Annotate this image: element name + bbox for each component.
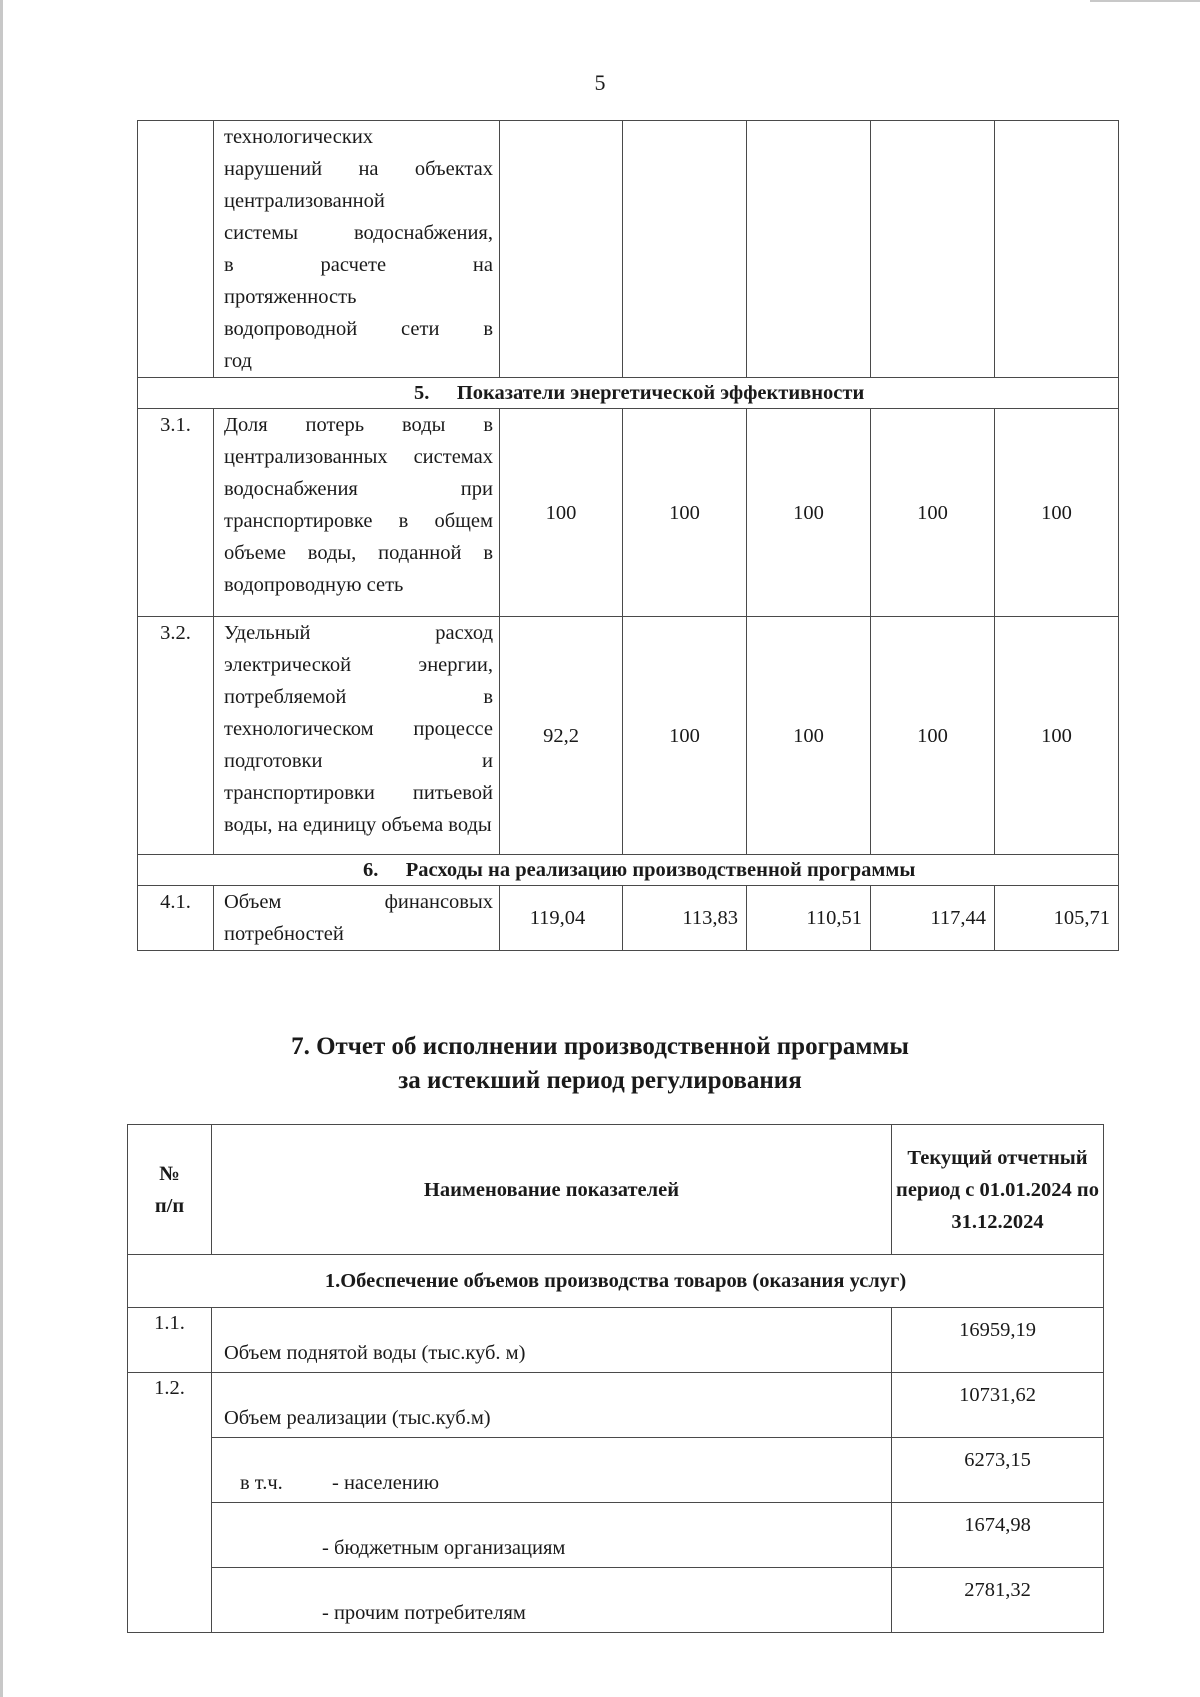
row-number <box>138 121 214 378</box>
scan-top-edge <box>1090 0 1200 2</box>
value-cell: 10731,62 <box>892 1373 1104 1438</box>
section-number: 6. <box>362 859 379 881</box>
value-cell: 110,51 <box>747 886 871 951</box>
row-number: 3.2. <box>138 617 214 855</box>
name-line: водопроводной сети в <box>224 318 493 340</box>
section-number: 5. <box>414 382 430 404</box>
row-number: 1.2. <box>128 1373 212 1633</box>
value-cell: 100 <box>500 409 623 617</box>
value-cell: 100 <box>995 617 1119 855</box>
row-number: 4.1. <box>138 886 214 951</box>
value-cell: 100 <box>871 409 995 617</box>
value-cell: 2781,32 <box>892 1568 1104 1633</box>
section-label: Показатели энергетической эффективности <box>456 382 865 404</box>
value-cell: 100 <box>747 617 871 855</box>
row-name: Объем поднятой воды (тыс.куб. м) <box>212 1308 892 1373</box>
table-row <box>128 1568 1104 1633</box>
table-row <box>128 1503 1104 1568</box>
row-prefix: в т.ч. <box>240 1472 283 1494</box>
value-cell: 117,44 <box>871 886 995 951</box>
name-line: в расчете на <box>224 254 493 276</box>
name-line: технологических <box>224 126 374 148</box>
row-name-text: - населению <box>332 1472 440 1494</box>
header-name: Наименование показателей <box>212 1125 892 1255</box>
row-name: Доля потерь воды в централизованных системах водоснабжения при транспортировке в общем объеме воды, поданной в водопроводную сеть <box>214 409 500 617</box>
table-row <box>128 1308 1104 1373</box>
value-cell: 16959,19 <box>892 1308 1104 1373</box>
value-cell <box>995 121 1119 378</box>
value-cell: 100 <box>623 409 747 617</box>
value-cell: 1674,98 <box>892 1503 1104 1568</box>
value-cell: 100 <box>747 409 871 617</box>
scan-left-edge <box>0 0 3 1697</box>
name-line: нарушений на объектах <box>224 158 493 180</box>
value-cell: 100 <box>995 409 1119 617</box>
value-cell: 113,83 <box>623 886 747 951</box>
value-cell <box>747 121 871 378</box>
value-cell: 100 <box>871 617 995 855</box>
row-name <box>214 121 500 378</box>
table-row <box>138 617 1119 855</box>
value-cell: 100 <box>623 617 747 855</box>
value-cell: 105,71 <box>995 886 1119 951</box>
name-line: протяженность <box>224 286 357 308</box>
section-label: Расходы на реализацию производственной программы <box>405 859 916 881</box>
name-line: год <box>224 350 252 372</box>
report-table <box>127 1124 1104 1633</box>
name-line: централизованной <box>224 190 385 212</box>
table-row <box>128 1373 1104 1438</box>
row-name: Удельный расход электрической энергии, потребляемой в технологическом процессе подготовки и транспортировки питьевой воды, на единицу объема воды <box>214 617 500 855</box>
value-cell: 6273,15 <box>892 1438 1104 1503</box>
value-cell <box>500 121 623 378</box>
row-name: - бюджетным организациям <box>212 1503 892 1568</box>
row-number: 3.1. <box>138 409 214 617</box>
value-cell <box>623 121 747 378</box>
page-number: 5 <box>594 70 606 95</box>
table-row <box>138 886 1119 951</box>
header-row <box>128 1125 1104 1255</box>
report-heading-line1: 7. Отчет об исполнении производственной программы <box>291 1033 909 1060</box>
indicators-table <box>137 120 1119 951</box>
row-name <box>212 1438 892 1503</box>
section-title: 1.Обеспечение объемов производства товаров (оказания услуг) <box>128 1255 1104 1308</box>
row-name: Объем финансовых потребностей <box>214 886 500 951</box>
row-name: Объем реализации (тыс.куб.м) <box>212 1373 892 1438</box>
value-cell <box>871 121 995 378</box>
section-row <box>138 855 1119 886</box>
report-heading <box>0 1030 1200 1098</box>
name-line: системы водоснабжения, <box>224 222 493 244</box>
row-name: - прочим потребителям <box>212 1568 892 1633</box>
row-number: 1.1. <box>128 1308 212 1373</box>
header-num: № п/п <box>128 1125 212 1255</box>
table-row <box>138 409 1119 617</box>
section-row <box>138 378 1119 409</box>
report-heading-line2: за истекший период регулирования <box>398 1067 802 1094</box>
value-cell: 92,2 <box>500 617 623 855</box>
table-row-continued <box>138 121 1119 378</box>
table-row <box>128 1438 1104 1503</box>
header-period: Текущий отчетный период с 01.01.2024 по 31.12.2024 <box>892 1125 1104 1255</box>
value-cell: 119,04 <box>500 886 623 951</box>
section-row <box>128 1255 1104 1308</box>
section-title <box>138 378 1119 409</box>
section-title <box>138 855 1119 886</box>
